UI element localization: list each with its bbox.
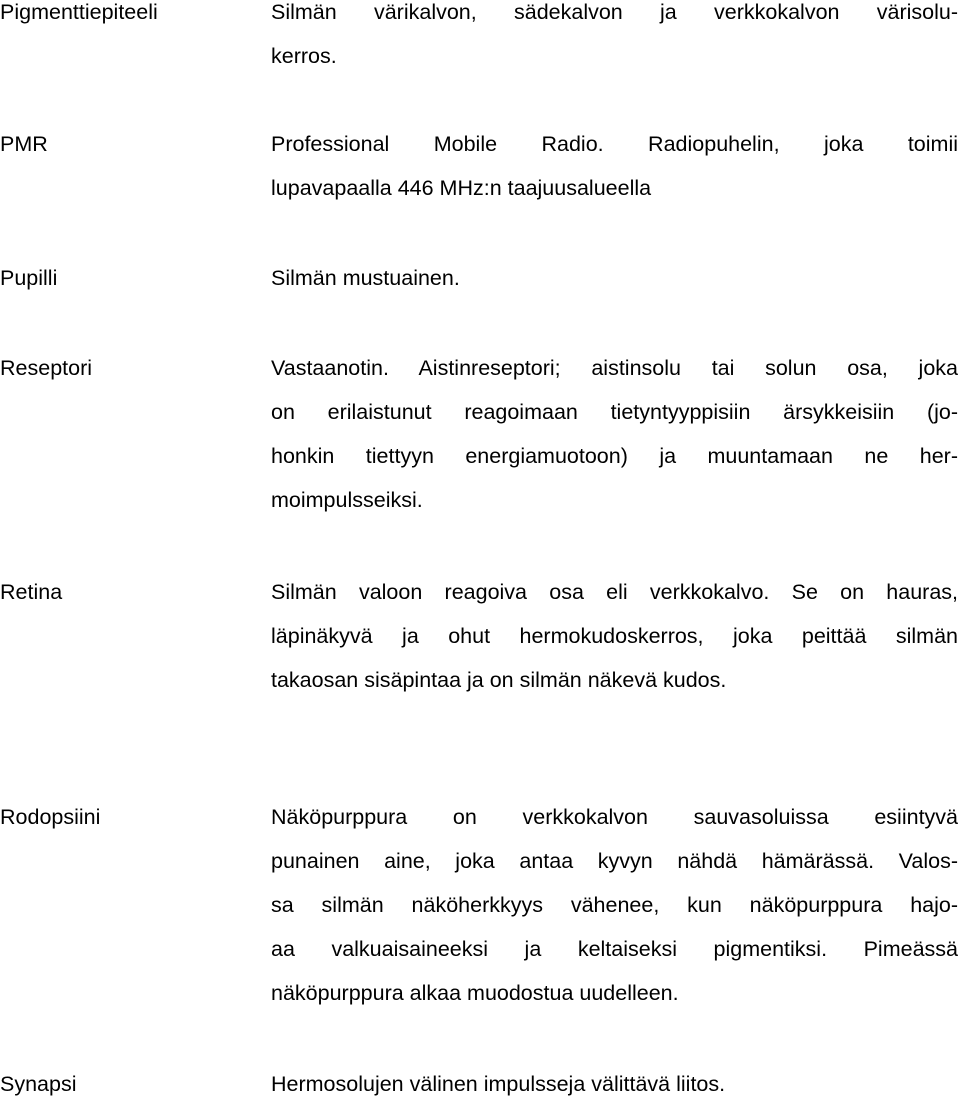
definition-line: sa silmän näköherkkyys vähenee, kun näköpurppura hajo-	[271, 893, 958, 917]
definition-line: Näköpurppura on verkkokalvon sauvasoluissa esiintyvä	[271, 805, 958, 829]
definition-line: aa valkuaisaineeksi ja keltaiseksi pigmentiksi. Pimeässä	[271, 937, 958, 961]
definition-line: Silmän värikalvon, sädekalvon ja verkkokalvon värisolu-	[271, 0, 958, 24]
definition-line: Vastaanotin. Aistinreseptori; aistinsolu tai solun osa, joka	[271, 356, 958, 380]
definition-text	[271, 122, 958, 210]
definition-text	[271, 1062, 958, 1106]
term-label: Rodopsiini	[0, 805, 101, 829]
definition-text	[271, 795, 958, 1015]
term-label: Synapsi	[0, 1072, 77, 1096]
definition-line: on erilaistunut reagoimaan tietyntyyppisiin ärsykkeisiin (jo-	[271, 400, 958, 424]
definition-text	[271, 256, 958, 300]
definition-line: moimpulsseiksi.	[271, 488, 423, 512]
definition-line: läpinäkyvä ja ohut hermokudoskerros, joka peittää silmän	[271, 624, 958, 648]
definition-line: Silmän valoon reagoiva osa eli verkkokalvo. Se on hauras,	[271, 580, 958, 604]
definition-line: näköpurppura alkaa muodostua uudelleen.	[271, 981, 679, 1005]
term-label: Retina	[0, 580, 63, 604]
definition-line: Professional Mobile Radio. Radiopuhelin, joka toimii	[271, 132, 958, 156]
definition-line: Hermosolujen välinen impulsseja välittävä liitos.	[271, 1072, 726, 1096]
definition-line: honkin tiettyyn energiamuotoon) ja muuntamaan ne her-	[271, 444, 958, 468]
term-label: Reseptori	[0, 356, 93, 380]
term-label: PMR	[0, 132, 48, 156]
definition-text	[271, 346, 958, 522]
definition-line: punainen aine, joka antaa kyvyn nähdä hämärässä. Valos-	[271, 849, 958, 873]
definition-line: takaosan sisäpintaa ja on silmän näkevä kudos.	[271, 668, 727, 692]
term-label: Pupilli	[0, 266, 58, 290]
definition-line: kerros.	[271, 44, 337, 68]
definition-text	[271, 570, 958, 702]
definition-line: Silmän mustuainen.	[271, 266, 460, 290]
definition-text	[271, 0, 958, 78]
term-label: Pigmenttiepiteeli	[0, 0, 158, 24]
definition-line: lupavapaalla 446 MHz:n taajuusalueella	[271, 176, 652, 200]
